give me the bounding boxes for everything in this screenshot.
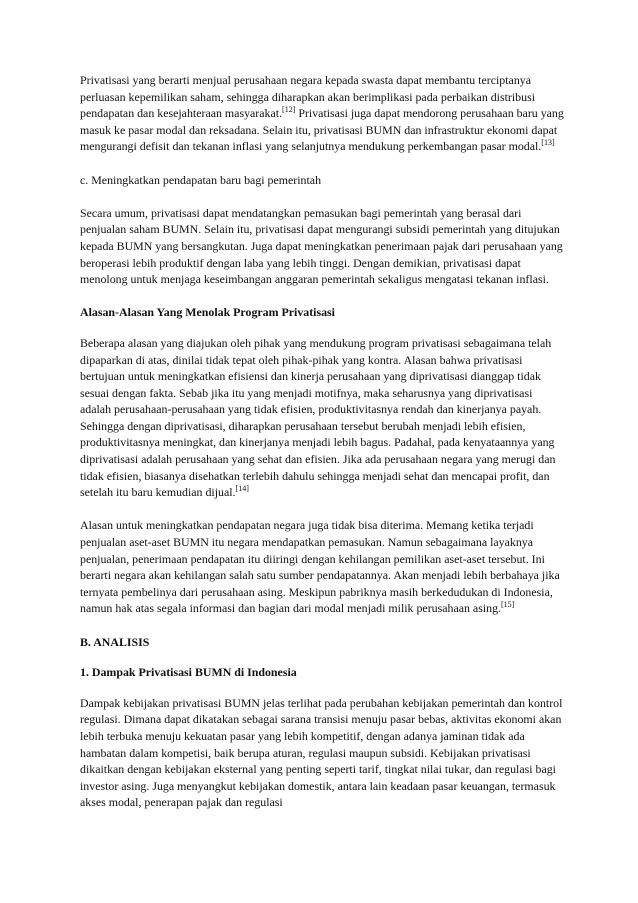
paragraph-pendapatan-negara (80, 517, 566, 617)
paragraph-pendapatan-pemerintah: Secara umum, privatisasi dapat mendatangkan pemasukan bagi pemerintah yang berasal dari penjualan saham BUMN. Selain itu, privatisasi dapat mengurangi subsidi pemerintah yang ditujukan kepada BUMN yang bersangkutan. Juga dapat meningkatkan penerimaan pajak dari perusahaan yang beroperasi lebih produktif dengan laba yang lebih tinggi. Dengan demikian, privatisasi dapat menolong untuk menjaga keseimbangan anggaran pemerintah sekaligus mengatasi tekanan inflasi. (80, 205, 563, 287)
paragraph-efisiensi (80, 335, 566, 501)
footnote-ref-12[interactable]: [12] (282, 105, 296, 115)
paragraph-text: Privatisasi juga dapat mendorong perusahaan baru yang masuk ke pasar modal dan reksadana. Selain itu, privatisasi BUMN dan infrastruktur ekonomi dapat mengurangi defisit dan tekanan inflasi yang selanjutnya mendukung perkembangan pasar modal. (80, 106, 564, 154)
subsection-heading-dampak: 1. Dampak Privatisasi BUMN di Indonesia (80, 665, 297, 680)
paragraph-text: Alasan untuk meningkatkan pendapatan negara juga tidak bisa diterima. Memang ketika terjadi penjualan aset-aset BUMN itu negara mendapatkan pemasukan. Namun sebagaimana layaknya penjualan, penerimaan pendapatan itu diiringi dengan kehilangan pemilikan aset-aset tersebut. Ini berarti negara akan kehilangan salah satu sumber pendapatannya. Akan menjadi lebih berbahaya jika ternyata pembelinya dari perusahaan asing. Meskipun pabriknya masih berkedudukan di Indonesia, namun hak atas segala informasi dan bagian dari modal menjadi milik perusahaan asing. (80, 518, 560, 616)
section-heading-analisis: B. ANALISIS (80, 634, 150, 649)
footnote-ref-14[interactable]: [14] (235, 484, 249, 494)
paragraph-privatisasi-pasar-modal (80, 72, 566, 155)
footnote-ref-13[interactable]: [13] (541, 138, 555, 148)
paragraph-text: Beberapa alasan yang diajukan oleh pihak yang mendukung program privatisasi sebagaimana telah dipaparkan di atas, dinilai tidak tepat oleh pihak-pihak yang kontra. Alasan bahwa privatisasi bertujuan untuk meningkatkan efisiensi dan kinerja perusahaan yang diprivatisasi dianggap tidak sesuai dengan fakta. Sebab jika itu yang menjadi motifnya, maka seharusnya yang diprivatisasi adalah perusahaan-perusahaan yang tidak efisien, produktivitasnya rendah dan kinerjanya payah. Sehingga dengan diprivatisasi, diharapkan perusahaan tersebut berubah menjadi lebih efisien, produktivitasnya meningkat, dan kinerjanya menjadi lebih bagus. Padahal, pada kenyataannya yang diprivatisasi adalah perusahaan yang sehat dan efisien. Jika ada perusahaan negara yang merugi dan tidak efisien, biasanya disehatkan terlebih dahulu sehingga menjadi sehat dan mencapai profit, dan setelah itu baru kemudian dijual. (80, 335, 556, 500)
list-item-c: c. Meningkatkan pendapatan baru bagi pemerintah (80, 172, 322, 187)
paragraph-dampak-kebijakan: Dampak kebijakan privatisasi BUMN jelas terlihat pada perubahan kebijakan pemerintah dan kontrol regulasi. Dimana dapat dikatakan sebagai sarana transisi menuju pasar bebas, aktivitas ekonomi akan lebih terbuka menuju kekuatan pasar yang lebih kompetitif, dengan adanya jaminan tidak ada hambatan dalam kompetisi, baik berupa aturan, regulasi maupun subsidi. Kebijakan privatisasi dikaitkan dengan kebijakan eksternal yang penting seperti tarif, tingkat nilai tukar, dan regulasi bagi investor asing. Juga menyangkut kebijakan domestik, antara lain keadaan pasar keuangan, termasuk akses modal, penerapan pajak dan regulasi (80, 695, 563, 810)
footnote-ref-15[interactable]: [15] (501, 600, 515, 610)
paragraph-text: Privatisasi yang berarti menjual perusahaan negara kepada swasta dapat membantu terciptanya perluasan kepemilikan saham, sehingga diharapkan akan berimplikasi pada perbaikan distribusi pendapatan dan kesejahteraan masyarakat. (80, 73, 536, 121)
document-body (80, 72, 566, 828)
section-heading-alasan-menolak: Alasan-Alasan Yang Menolak Program Privatisasi (80, 305, 335, 320)
